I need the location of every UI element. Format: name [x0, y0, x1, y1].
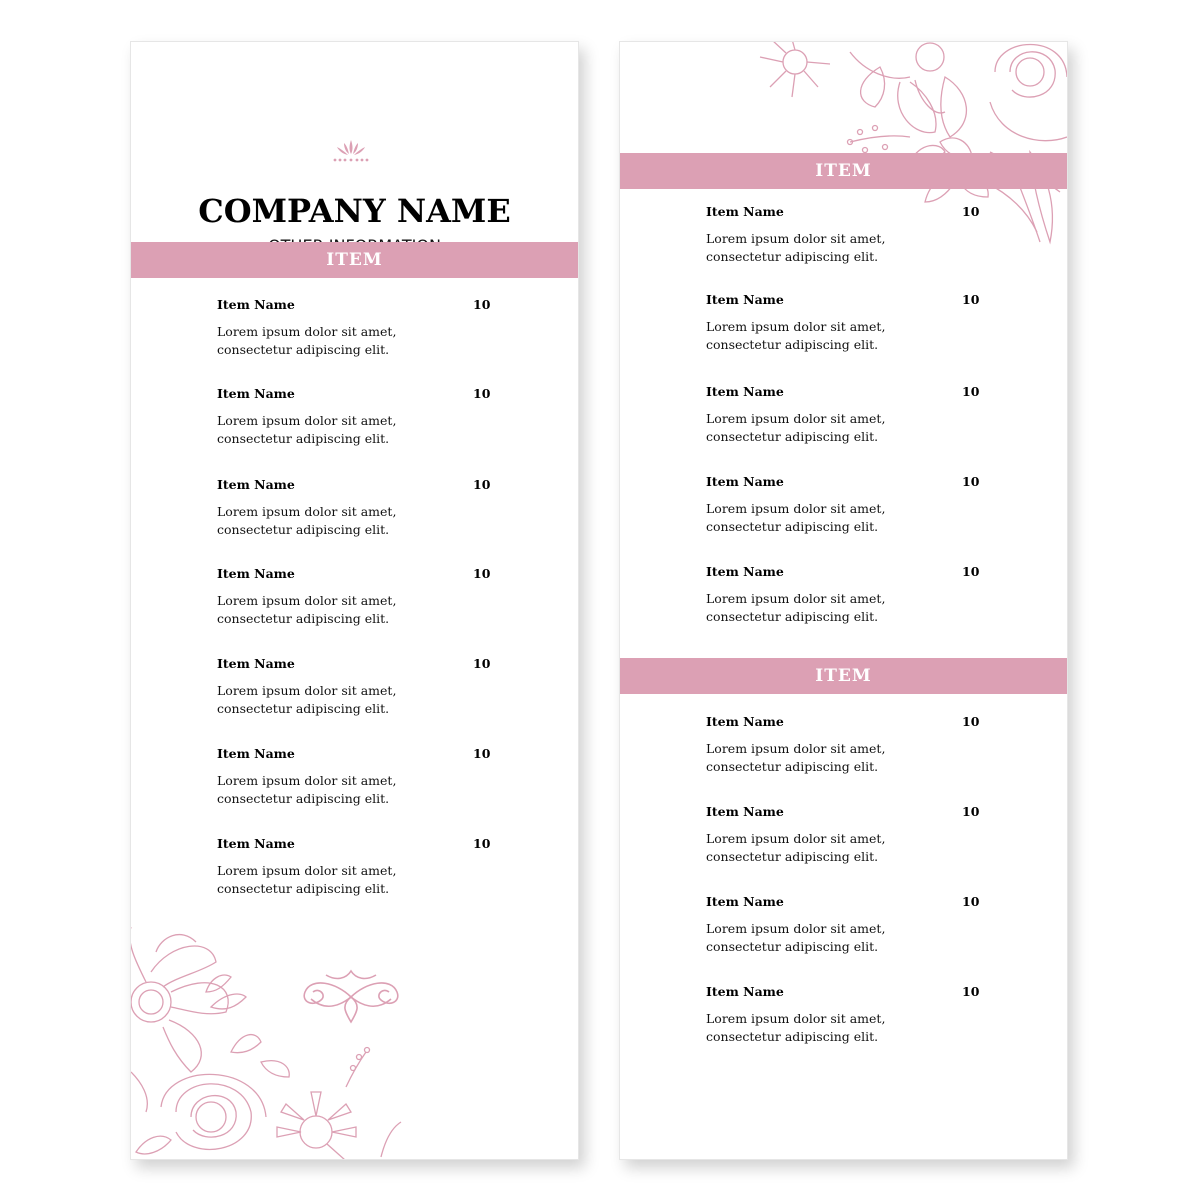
- item-name: Item Name: [706, 564, 784, 579]
- item-price: 10: [962, 804, 980, 819]
- item-price: 10: [962, 474, 980, 489]
- item-name: Item Name: [217, 477, 295, 492]
- item-name: Item Name: [706, 984, 784, 999]
- item-name: Item Name: [706, 204, 784, 219]
- item-price: 10: [473, 836, 491, 851]
- menu-item: [706, 804, 986, 864]
- section-header: ITEM: [131, 242, 578, 278]
- item-description: Lorem ipsum dolor sit amet, consectetur adipiscing elit.: [706, 501, 886, 534]
- item-price: 10: [473, 656, 491, 671]
- item-price: 10: [473, 297, 491, 312]
- item-description: Lorem ipsum dolor sit amet, consectetur adipiscing elit.: [706, 831, 886, 864]
- item-name: Item Name: [706, 714, 784, 729]
- menu-item: [217, 297, 497, 357]
- item-description: Lorem ipsum dolor sit amet, consectetur adipiscing elit.: [217, 324, 397, 357]
- item-name: Item Name: [706, 804, 784, 819]
- item-name: Item Name: [217, 297, 295, 312]
- item-description: Lorem ipsum dolor sit amet, consectetur adipiscing elit.: [217, 863, 397, 896]
- item-price: 10: [962, 894, 980, 909]
- item-price: 10: [473, 566, 491, 581]
- menu-page-left: [130, 41, 579, 1160]
- menu-item: [217, 477, 497, 537]
- item-name: Item Name: [217, 566, 295, 581]
- item-name: Item Name: [217, 656, 295, 671]
- item-description: Lorem ipsum dolor sit amet, consectetur adipiscing elit.: [217, 413, 397, 446]
- menu-item: [706, 474, 986, 534]
- menu-item: [706, 894, 986, 954]
- item-price: 10: [962, 564, 980, 579]
- menu-item: [217, 656, 497, 716]
- floral-corner-icon: [740, 42, 1067, 247]
- item-description: Lorem ipsum dolor sit amet, consectetur adipiscing elit.: [706, 319, 886, 352]
- item-description: Lorem ipsum dolor sit amet, consectetur adipiscing elit.: [706, 1011, 886, 1044]
- item-description: Lorem ipsum dolor sit amet, consectetur adipiscing elit.: [706, 921, 886, 954]
- menu-item: [217, 386, 497, 446]
- item-price: 10: [473, 477, 491, 492]
- menu-item: [706, 564, 986, 624]
- item-description: Lorem ipsum dolor sit amet, consectetur adipiscing elit.: [706, 231, 886, 264]
- item-description: Lorem ipsum dolor sit amet, consectetur adipiscing elit.: [706, 741, 886, 774]
- menu-item: [706, 984, 986, 1044]
- company-name: COMPANY NAME: [198, 192, 511, 230]
- item-price: 10: [962, 204, 980, 219]
- menu-item: [706, 714, 986, 774]
- item-price: 10: [473, 386, 491, 401]
- item-name: Item Name: [217, 836, 295, 851]
- item-price: 10: [962, 714, 980, 729]
- menu-item: [706, 292, 986, 352]
- item-price: 10: [473, 746, 491, 761]
- item-price: 10: [962, 384, 980, 399]
- ornament-icon: [326, 138, 376, 164]
- menu-page-right: [619, 41, 1068, 1160]
- menu-item: [217, 746, 497, 806]
- item-description: Lorem ipsum dolor sit amet, consectetur adipiscing elit.: [706, 591, 886, 624]
- section-header: ITEM: [620, 658, 1067, 694]
- item-name: Item Name: [706, 474, 784, 489]
- item-description: Lorem ipsum dolor sit amet, consectetur adipiscing elit.: [217, 504, 397, 537]
- item-name: Item Name: [217, 746, 295, 761]
- menu-item: [217, 566, 497, 626]
- item-price: 10: [962, 292, 980, 307]
- floral-corner-icon: [131, 882, 431, 1159]
- item-description: Lorem ipsum dolor sit amet, consectetur adipiscing elit.: [706, 411, 886, 444]
- item-name: Item Name: [706, 292, 784, 307]
- item-description: Lorem ipsum dolor sit amet, consectetur adipiscing elit.: [217, 773, 397, 806]
- section-header: ITEM: [620, 153, 1067, 189]
- item-price: 10: [962, 984, 980, 999]
- item-name: Item Name: [706, 384, 784, 399]
- item-name: Item Name: [706, 894, 784, 909]
- item-description: Lorem ipsum dolor sit amet, consectetur adipiscing elit.: [217, 683, 397, 716]
- menu-item: [706, 384, 986, 444]
- item-name: Item Name: [217, 386, 295, 401]
- item-description: Lorem ipsum dolor sit amet, consectetur adipiscing elit.: [217, 593, 397, 626]
